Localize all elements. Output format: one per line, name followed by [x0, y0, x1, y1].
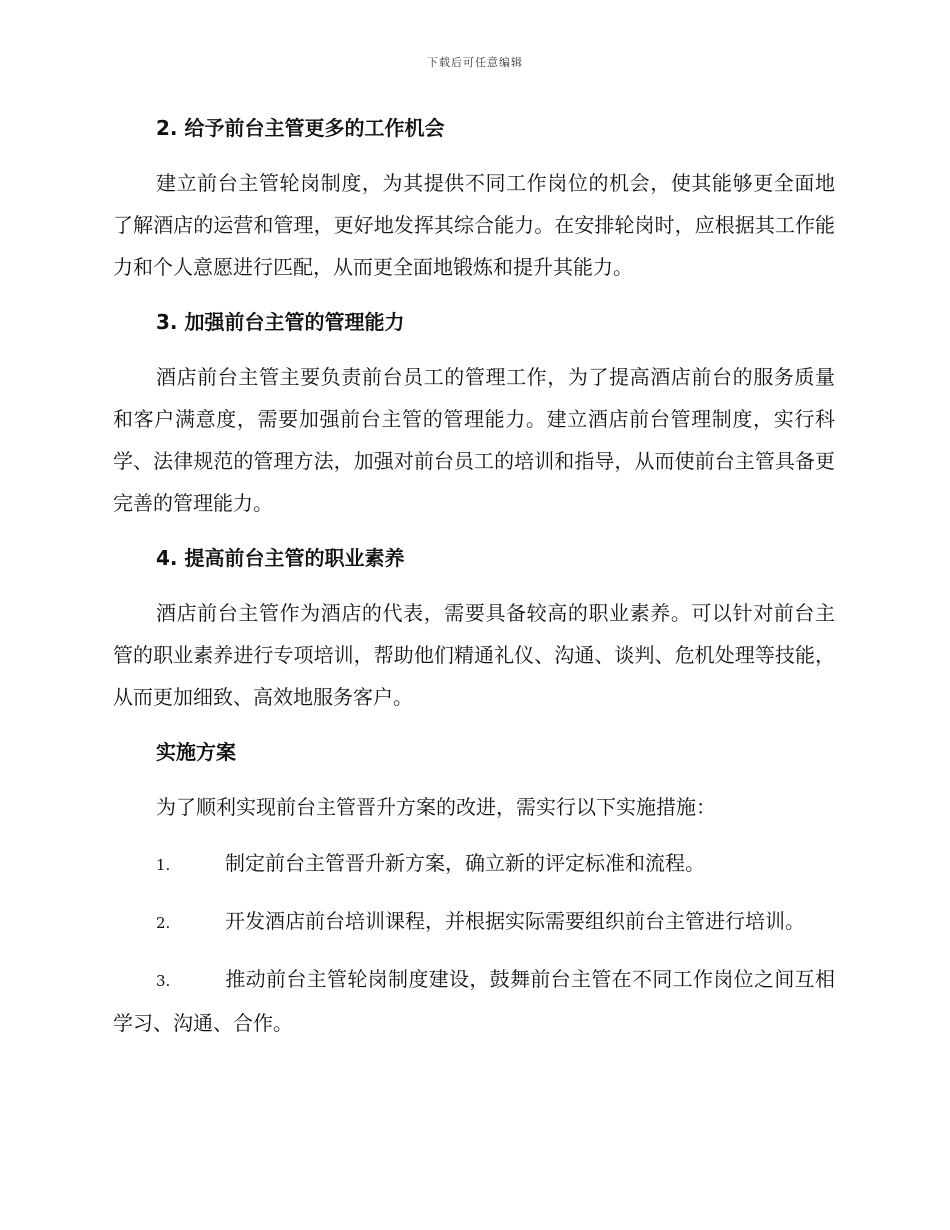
section-paragraph: 酒店前台主管作为酒店的代表，需要具备较高的职业素养。可以针对前台主管的职业素养进行专项培训，帮助他们精通礼仪、沟通、谈判、危机处理等技能，从而更加细致、高效地服务客户。	[113, 601, 835, 709]
section-heading: 实施方案	[156, 740, 236, 764]
section-heading: 3. 加强前台主管的管理能力	[156, 310, 405, 334]
section-heading: 2. 给予前台主管更多的工作机会	[156, 116, 445, 140]
list-item	[113, 842, 835, 886]
document-body	[113, 108, 835, 1058]
list-item-number: 1.	[156, 856, 171, 874]
section-heading: 4. 提高前台主管的职业素养	[156, 546, 405, 570]
section-paragraph: 为了顺利实现前台主管晋升方案的改进，需实行以下实施措施：	[156, 795, 716, 819]
list-item-number: 2.	[156, 914, 171, 932]
section-paragraph: 酒店前台主管主要负责前台员工的管理工作，为了提高酒店前台的服务质量和客户满意度，需要加强前台主管的管理能力。建立酒店前台管理制度，实行科学、法律规范的管理方法，加强对前台员工的培训和指导，从而使前台主管具备更完善的管理能力。	[113, 365, 835, 515]
list-item	[113, 958, 835, 1044]
page-header: 下载后可任意编辑	[427, 56, 523, 69]
list-item-text: 推动前台主管轮岗制度建设，鼓舞前台主管在不同工作岗位之间互相学习、沟通、合作。	[113, 967, 835, 1035]
list-item-text: 制定前台主管晋升新方案，确立新的评定标准和流程。	[225, 851, 705, 875]
measures-list	[113, 842, 835, 1044]
section-paragraph: 建立前台主管轮岗制度，为其提供不同工作岗位的机会，使其能够更全面地了解酒店的运营和管理，更好地发挥其综合能力。在安排轮岗时，应根据其工作能力和个人意愿进行匹配，从而更全面地锻炼和提升其能力。	[113, 171, 835, 279]
list-item-number: 3.	[156, 972, 171, 990]
list-item-text: 开发酒店前台培训课程，并根据实际需要组织前台主管进行培训。	[225, 909, 805, 933]
list-item	[113, 900, 835, 944]
